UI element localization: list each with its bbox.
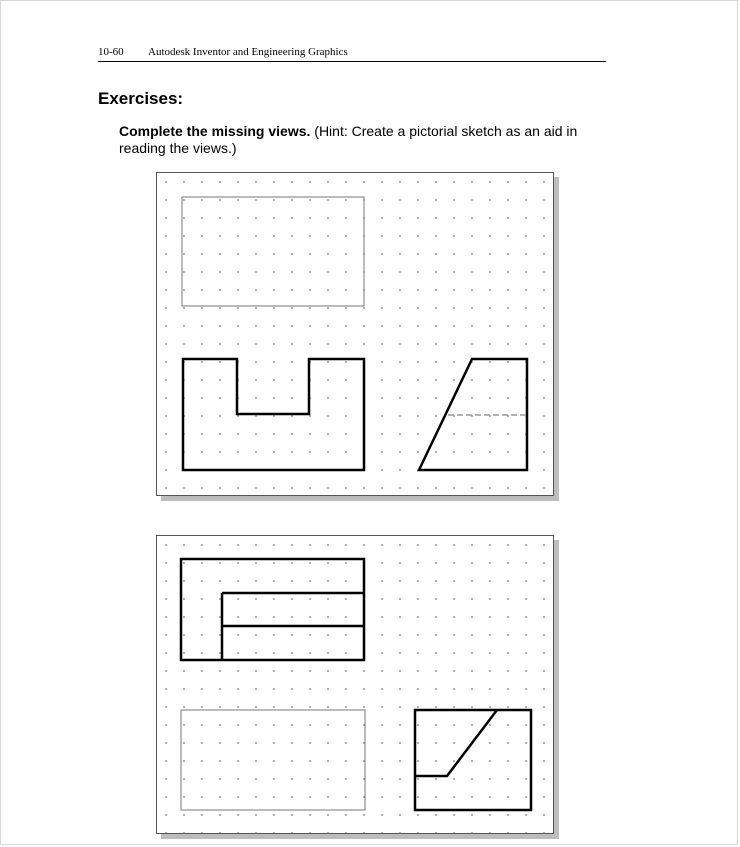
page-number: 10-60 — [98, 46, 124, 58]
top-view-blank-frame — [182, 197, 364, 306]
instructions-bold: Complete the missing views. — [119, 123, 311, 139]
top-view-outline — [181, 559, 364, 660]
exercise-2-grid — [156, 535, 554, 834]
side-view-outline — [415, 710, 531, 810]
section-title: Exercises: — [98, 89, 184, 108]
exercise-2-drawing — [157, 536, 553, 833]
front-view-outline — [183, 359, 364, 470]
instructions — [119, 123, 599, 157]
side-view-outline — [419, 359, 527, 470]
book-title: Autodesk Inventor and Engineering Graphics — [148, 46, 348, 58]
side-view-slant — [415, 710, 497, 776]
instructions-text: (Hint: Create a pictorial sketch as an aid in reading the views.) — [119, 123, 578, 156]
exercise-1-grid — [156, 172, 554, 496]
exercise-1-drawing — [157, 173, 553, 495]
front-view-blank-frame — [181, 710, 365, 810]
running-header — [98, 46, 606, 62]
